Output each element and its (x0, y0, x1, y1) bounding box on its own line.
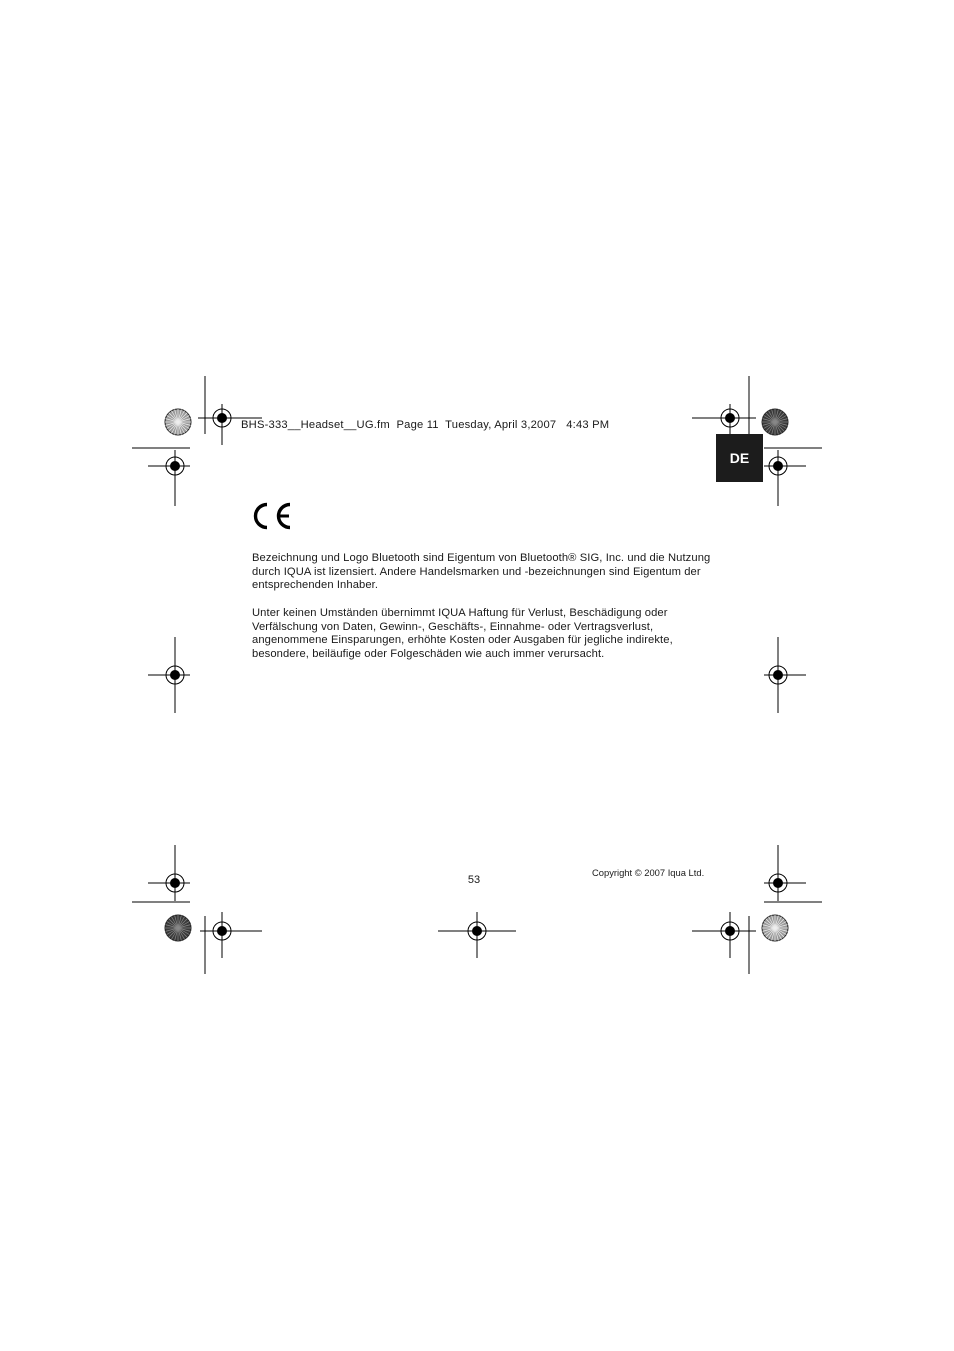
language-label: DE (729, 450, 750, 466)
registration-mark-icon (764, 452, 792, 480)
file-info-header: BHS-333__Headset__UG.fm Page 11 Tuesday, April 3,2007 4:43 PM (241, 419, 610, 431)
registration-mark-icon (161, 661, 189, 689)
registration-mark-icon (208, 917, 236, 945)
language-tab (716, 434, 763, 482)
color-target-icon (762, 409, 788, 435)
copyright-notice: Copyright © 2007 Iqua Ltd. (592, 867, 705, 878)
registration-mark-icon (716, 917, 744, 945)
registration-mark-icon (764, 661, 792, 689)
registration-mark-icon (161, 452, 189, 480)
page-number: 53 (467, 874, 481, 886)
color-target-icon (165, 915, 191, 941)
registration-mark-icon (764, 869, 792, 897)
liability-disclaimer: Unter keinen Umständen übernimmt IQUA Haftung für Verlust, Beschädigung oder Verfälschung von Daten, Gewinn-, Geschäfts-, Einnahme- oder Vertragsverlust, angenommene Einsparungen, erhöhte Kosten oder Ausgaben für jegliche indirekte, besondere, beiläufige oder Folgeschäden wie auch immer verursacht. (252, 607, 673, 660)
registration-mark-icon (161, 869, 189, 897)
registration-mark-icon (208, 404, 236, 432)
registration-mark-icon (716, 404, 744, 432)
trademark-notice: Bezeichnung und Logo Bluetooth sind Eigentum von Bluetooth® SIG, Inc. und die Nutzung durch IQUA ist lizensiert. Andere Handelsmarken und -bezeichnungen sind Eigentum der entsprechenden Inhaber. (252, 552, 711, 592)
ce-mark-icon (252, 501, 294, 531)
color-target-icon (165, 409, 191, 435)
color-target-icon (762, 915, 788, 941)
registration-mark-icon (463, 917, 491, 945)
